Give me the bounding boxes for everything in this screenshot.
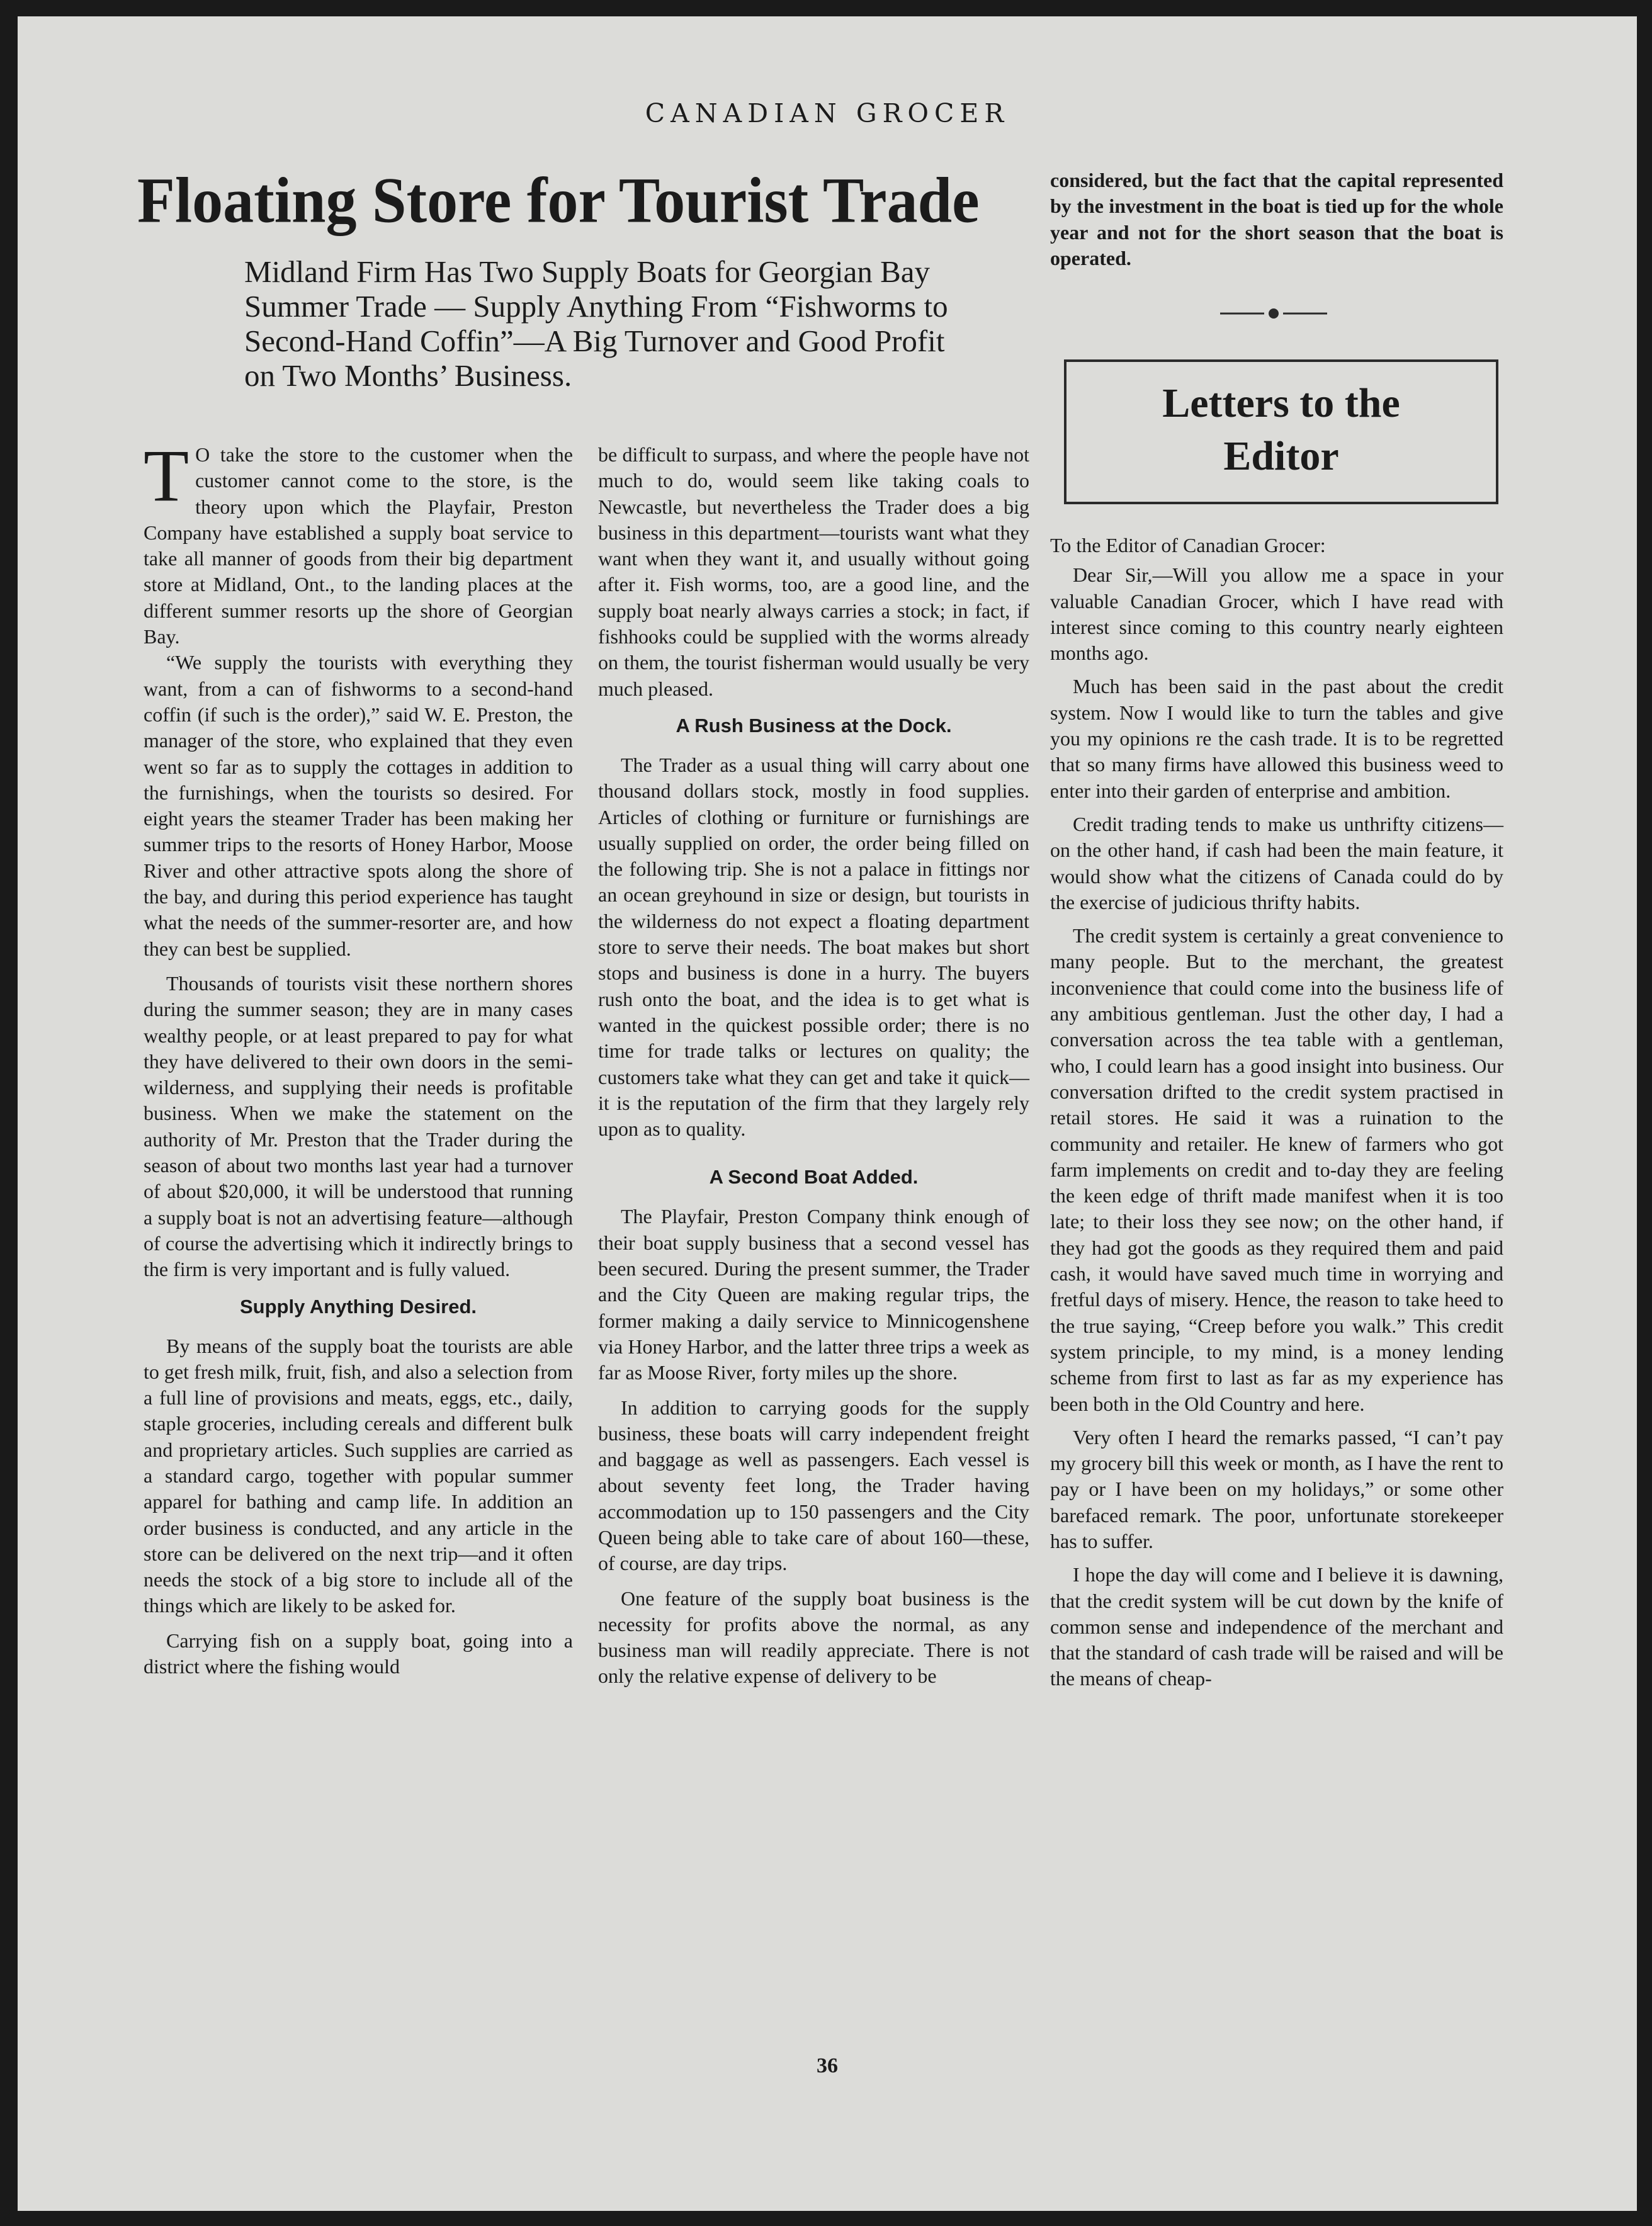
running-header: CANADIAN GROCER: [645, 98, 1010, 128]
paragraph: “We supply the tourists with everything they want, from a can of fishworms to a second-hand coffin (if such is the order),” said W. E. Preston, the manager of the store, who explained that they even went so far as to supply the cottages in addition to the furnishings, when the tourists so desired. For eight years the steamer Trader has been making her summer trips to the resorts of Honey Harbor, Moose River and other attractive spots along the shore of the bay, and during this period experience has taught what the needs of the summer-resorter are, and how they can best be supplied.: [144, 651, 573, 960]
paragraph: Much has been said in the past about the credit system. Now I would like to turn the tables and give you my opinions re the cash trade. It is to be regretted that so many firms have allowed this business weed to enter into their garden of enterprise and ambition.: [1050, 675, 1503, 802]
letters-heading-line-2: Editor: [1223, 433, 1339, 479]
magazine-page: [18, 16, 1637, 2211]
article-title: Floating Store for Tourist Trade: [137, 165, 980, 237]
section-heading: A Second Boat Added.: [709, 1166, 919, 1189]
paragraph: Very often I heard the remarks passed, “I can’t pay my grocery bill this week or month, as I have the rent to pay or I have been on my holidays,” or some other barefaced remark. The poor, unfortunate storekeeper has to suffer.: [1050, 1425, 1503, 1552]
paragraph-text: O take the store to the customer when the customer cannot come to the store, is the theory upon which the Playfair, Preston Company have established a supply boat service to take all manner of goods from their big department store at Midland, Ont., to the landing places at the different summer resorts up the shore of Georgian Bay.: [144, 443, 573, 648]
article-subtitle: Midland Firm Has Two Supply Boats for Georgian Bay Summer Trade — Supply Anything From “Fishworms to Second-Hand Coffin”—A Big Turnover and Good Profit on Two Months’ Business.: [244, 254, 948, 393]
paragraph: I hope the day will come and I believe it is dawning, that the credit system will be cut down by the knife of common sense and independence of the merchant and that the standard of cash trade will be raised and will be the means of cheap-: [1050, 1563, 1503, 1690]
paragraph: The Trader as a usual thing will carry about one thousand dollars stock, mostly in food supplies. Articles of clothing or furniture or furnishings are usually supplied on order, the order being filled on the following trip. She is not a palace in fittings nor an ocean greyhound in size or design, but tourists in the wilderness do not expect a floating department store to serve their needs. The boat makes but short stops and business is done in a hurry. The buyers rush onto the boat, and the idea is to get what is wanted in the quickest possible order; there is no time for trade talks or lectures on quality; the customers take what they can get and take it quick—it is the reputation of the firm that they largely rely upon as to quality.: [598, 753, 1029, 1141]
article-column-1: [144, 434, 573, 1680]
section-divider-ornament: [1220, 307, 1327, 320]
paragraph: The Playfair, Preston Company think enough of their boat supply business that a second vessel has been secured. During the present summer, the Trader and the City Queen are making regular trips, the former making a daily service to Minnicogenshene via Honey Harbor, and the latter three trips a week as far as Moose River, forty miles up the shore.: [598, 1205, 1029, 1384]
letters-column: [1050, 533, 1503, 1692]
letters-heading-line-1: Letters to the: [1162, 380, 1400, 426]
section-heading: A Rush Business at the Dock.: [676, 714, 952, 737]
drop-cap: T: [144, 434, 190, 517]
section-heading: Supply Anything Desired.: [239, 1295, 477, 1318]
letters-to-editor-heading-box: [1064, 359, 1498, 504]
paragraph: The credit system is certainly a great convenience to many people. But to the merchant, the greatest inconvenience that could come into the business life of any ambitious gentleman. Just the other day, I had a conversation across the tea table with a gentleman, who, I could learn has a good insight into business. Our conversation drifted to the credit system practised in retail stores. He said it was a ruination to the community and retailer. He knew of farmers who got farm implements on credit and to-day they are feeling the keen edge of thrift made manifest when it is too late; to their loss they see now; on the other hand, if they had got the goods as they required them and paid cash, it would have saved much time in worrying and fretful days of misery. Hence, the reason to take heed to the true saying, “Creep before you walk.” This credit system principle, to my mind, is a money lending scheme from first to last as far as my experience has been both in the Old Country and here.: [1050, 924, 1503, 1415]
paragraph: Dear Sir,—Will you allow me a space in your valuable Canadian Grocer, which I have read with interest since coming to this country nearly eighteen months ago.: [1050, 563, 1503, 665]
paragraph: Credit trading tends to make us unthrifty citizens—on the other hand, if cash had been the main feature, it would show what the citizens of Canada could do by the exercise of judicious thrifty habits.: [1050, 812, 1503, 913]
paragraph: considered, but the fact that the capital represented by the investment in the boat is tied up for the whole year and not for the short season that the boat is operated.: [1050, 169, 1503, 269]
salutation: To the Editor of Canadian Grocer:: [1050, 534, 1326, 556]
paragraph: By means of the supply boat the tourists are able to get fresh milk, fruit, fish, and also a selection from a full line of provisions and meats, eggs, etc., daily, staple groceries, including cereals and different bulk and proprietary articles. Such supplies are carried as a standard cargo, together with popular summer apparel for bathing and camp life. In addition an order business is conducted, and any article in the store can be delivered on the next trip—and it often needs the stock of a big store to include all of the things which are likely to be asked for.: [144, 1334, 573, 1617]
article-continuation: [1050, 167, 1503, 271]
paragraph: [144, 434, 573, 650]
paragraph: be difficult to surpass, and where the people have not much to do, would seem like taking coals to Newcastle, but nevertheless the Trader does a big business in this department—tourists want what they want when they want it, and usually without going after it. Fish worms, too, are a good line, and the supply boat nearly always carries a stock; in fact, if fishhooks could be supplied with the worms already on them, the tourist fisherman would usually be very much pleased.: [598, 443, 1029, 700]
paragraph: One feature of the supply boat business is the necessity for profits above the normal, as any business man will readily appreciate. There is not only the relative expense of delivery to be: [598, 1586, 1029, 1688]
page-number: 36: [817, 2054, 838, 2077]
article-column-2: [598, 442, 1029, 1690]
paragraph: Thousands of tourists visit these northern shores during the summer season; they are in many cases wealthy people, or at least prepared to pay for what they have delivered to their own doors in the semi-wilderness, and supplying their needs is profitable business. When we make the statement on the authority of Mr. Preston that the Trader during the season of about two months last year had a turnover of about $20,000, it will be understood that running a supply boat is not an advertising feature—although of course the advertising which it indirectly brings to the firm is very important and is fully valued.: [144, 971, 573, 1281]
paragraph: In addition to carrying goods for the supply business, these boats will carry independent freight and baggage as well as passengers. Each vessel is about seventy feet long, the Trader having accommodation up to 150 passengers and the City Queen being able to take care of about 160—these, of course, are day trips.: [598, 1396, 1029, 1575]
paragraph: Carrying fish on a supply boat, going into a district where the fishing would: [144, 1629, 573, 1678]
